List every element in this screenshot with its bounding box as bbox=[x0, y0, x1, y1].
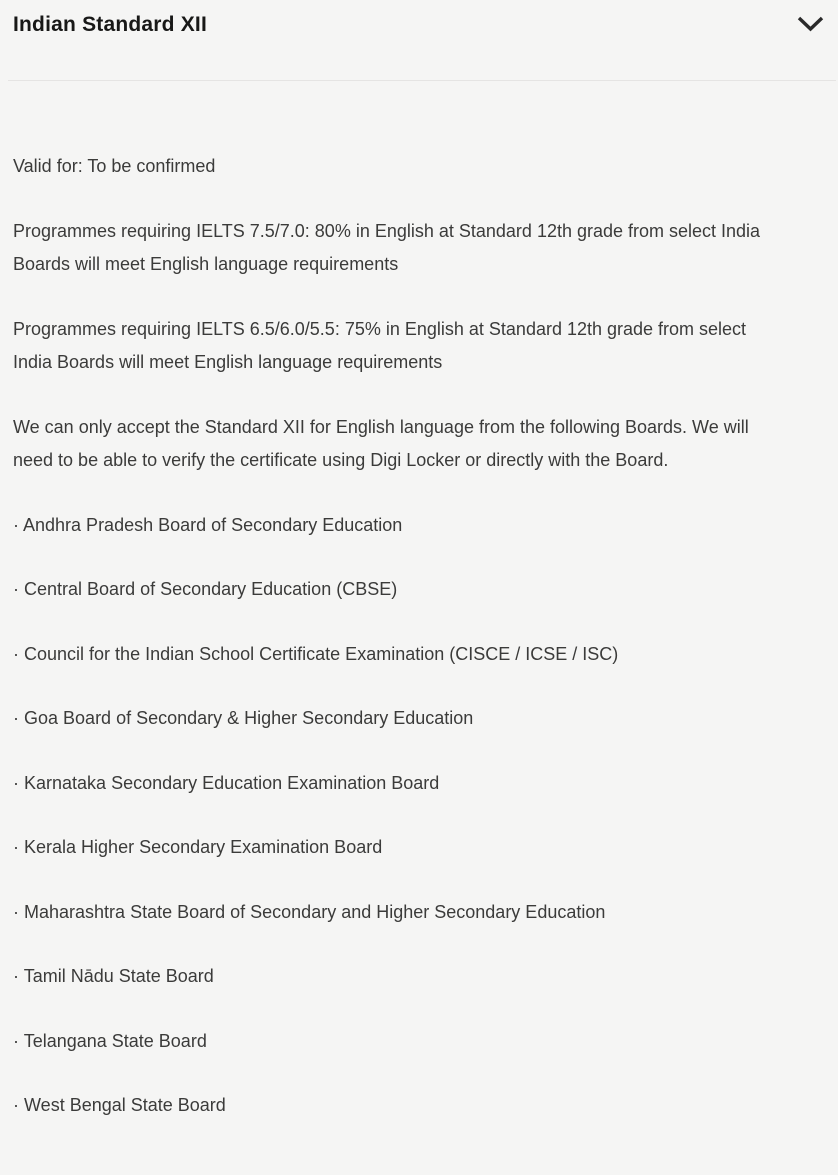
bullet-dot: · bbox=[13, 708, 19, 728]
chevron-down-icon[interactable] bbox=[797, 16, 824, 32]
board-name: Goa Board of Secondary & Higher Secondary Education bbox=[24, 708, 474, 728]
bullet-dot: · bbox=[13, 1095, 19, 1115]
board-name: Tamil Nādu State Board bbox=[23, 966, 214, 986]
accordion-title: Indian Standard XII bbox=[13, 13, 207, 36]
board-name: Telangana State Board bbox=[23, 1030, 207, 1051]
bullet-dot: · bbox=[13, 837, 19, 857]
accordion-content bbox=[0, 150, 838, 1123]
bullet-dot: · bbox=[13, 772, 19, 793]
bullet-dot: · bbox=[13, 514, 19, 535]
board-list-item bbox=[13, 896, 773, 930]
divider bbox=[8, 80, 836, 81]
board-name: Council for the Indian School Certificate Examination (CISCE / ICSE / ISC) bbox=[24, 643, 619, 664]
board-list-item bbox=[13, 638, 773, 672]
board-name: Maharashtra State Board of Secondary and Higher Secondary Education bbox=[24, 901, 606, 922]
bullet-dot: · bbox=[13, 1030, 19, 1051]
board-list-item bbox=[13, 1025, 773, 1059]
bullet-dot: · bbox=[13, 901, 19, 922]
bullet-dot: · bbox=[13, 966, 19, 986]
board-list-item bbox=[13, 1089, 773, 1123]
paragraph-ielts-75-requirement: Programmes requiring IELTS 7.5/7.0: 80% in English at Standard 12th grade from select India Boards will meet English language requirements bbox=[13, 220, 761, 274]
paragraph-ielts-65-requirement: Programmes requiring IELTS 6.5/6.0/5.5: 75% in English at Standard 12th grade from select India Boards will meet English language requirements bbox=[13, 318, 747, 372]
board-name: Karnataka Secondary Education Examination Board bbox=[24, 772, 440, 793]
board-list-item bbox=[13, 960, 773, 994]
board-name: West Bengal State Board bbox=[24, 1095, 226, 1115]
board-list-item bbox=[13, 509, 773, 543]
bullet-dot: · bbox=[13, 643, 19, 664]
board-name: Andhra Pradesh Board of Secondary Education bbox=[23, 514, 403, 535]
paragraph-valid-for: Valid for: To be confirmed bbox=[13, 156, 216, 176]
paragraph-boards-intro: We can only accept the Standard XII for English language from the following Boards. We will need to be able to verify the certificate using Digi Locker or directly with the Board. bbox=[13, 416, 749, 470]
board-name: Kerala Higher Secondary Examination Board bbox=[24, 837, 383, 857]
accordion-header[interactable] bbox=[0, 0, 838, 38]
board-list-item bbox=[13, 702, 773, 736]
board-list-item bbox=[13, 767, 773, 801]
board-list-item bbox=[13, 831, 773, 865]
board-list-item bbox=[13, 573, 773, 607]
bullet-dot: · bbox=[13, 579, 19, 599]
board-name: Central Board of Secondary Education (CBSE) bbox=[24, 579, 398, 599]
